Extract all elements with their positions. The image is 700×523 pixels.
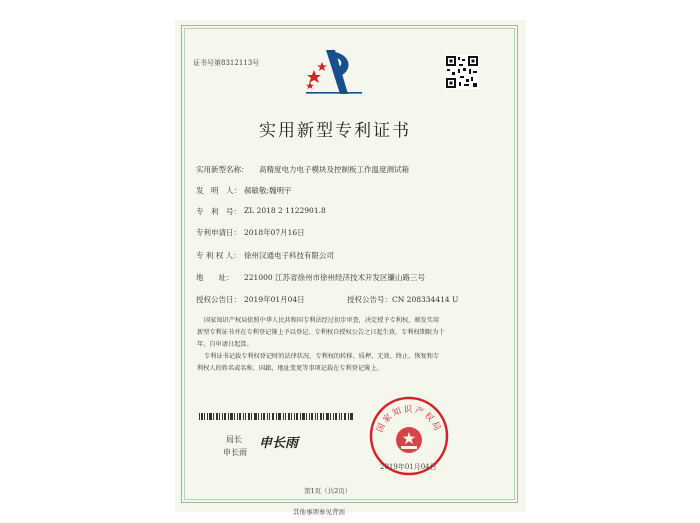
body-line: 利权人的姓名或名称、国籍、地址变更等事项记载在专利登记簿上。 bbox=[197, 365, 383, 372]
field-value-address: 221000 江苏省徐州市徐州经济技术开发区镰山路三号 bbox=[244, 273, 426, 282]
director-title: 局长 bbox=[226, 435, 242, 444]
field-label-inventor: 发 明 人： bbox=[196, 186, 241, 195]
field-value-name: 高精度电力电子模块及控制板工作温度测试箱 bbox=[259, 165, 409, 174]
body-line: 国家知识产权局依照中华人民共和国专利法经过初步审查，决定授予专利权，颁发实用 bbox=[204, 317, 440, 324]
footer-note: 其他事项参见背面 bbox=[293, 508, 345, 516]
director-signature: 申长雨 bbox=[259, 436, 299, 451]
body-line: 专利证书记载专利权登记时的法律状况。专利权的转移、质押、无效、终止、恢复和专 bbox=[204, 353, 440, 360]
field-label-name: 实用新型名称： bbox=[196, 165, 249, 174]
field-value-inventor: 郝敏敬;魏明宇 bbox=[244, 186, 292, 195]
field-label-application-date: 专利申请日： bbox=[196, 228, 241, 237]
qr-code-icon bbox=[445, 55, 479, 89]
certificate-title: 实用新型专利证书 bbox=[259, 121, 411, 141]
field-value-patent-no: ZL 2018 2 1122901.8 bbox=[244, 206, 326, 215]
field-value-application-date: 2018年07月16日 bbox=[244, 228, 305, 237]
field-value-grant-date: 2019年01月04日 bbox=[244, 295, 305, 304]
field-label-patentee: 专 利 权 人： bbox=[196, 251, 241, 260]
svg-text:国家知识产权局: 国家知识产权局 bbox=[375, 405, 443, 435]
field-value-patentee: 徐州汉通电子科技有限公司 bbox=[244, 251, 334, 260]
body-line: 新型专利证书并在专利登记簿上予以登记。专利权自授权公告之日起生效。专利权期限为十 bbox=[197, 329, 445, 336]
page-number: 第1页（共2页） bbox=[304, 487, 352, 495]
certificate-inner-border bbox=[184, 28, 515, 500]
field-label-grant-date: 授权公告日： bbox=[196, 295, 241, 304]
publication-number: 授权公告号：CN 208334414 U bbox=[347, 295, 459, 304]
director-name: 申长雨 bbox=[223, 448, 247, 457]
logo-icon bbox=[304, 46, 364, 98]
body-line: 年，自申请日起算。 bbox=[197, 341, 253, 348]
seal-date: 2019年01月04日 bbox=[380, 463, 437, 471]
emblem-icon bbox=[396, 427, 422, 453]
barcode-icon bbox=[199, 405, 354, 412]
certificate-number: 证书号第8312113号 bbox=[193, 59, 260, 67]
field-label-patent-no: 专 利 号： bbox=[196, 207, 241, 216]
field-label-address: 地 址： bbox=[196, 273, 234, 282]
